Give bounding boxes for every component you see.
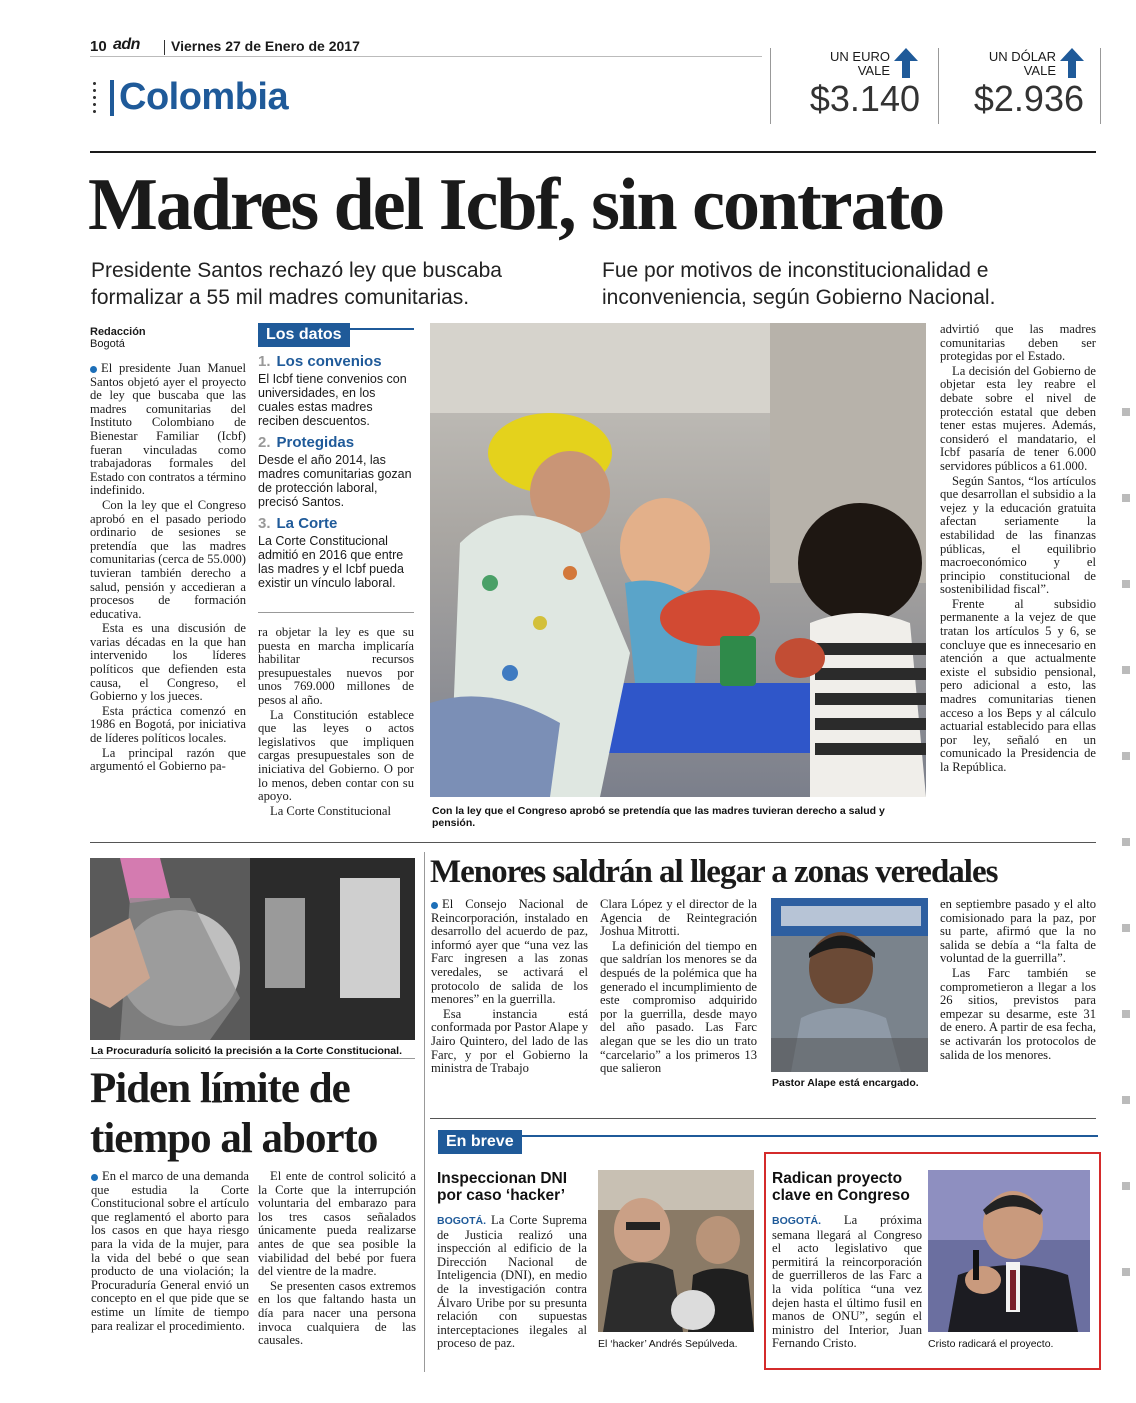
header-top-rule [90,56,762,57]
scan-edge-marks [1122,330,1130,1330]
aborto-caption-rule [90,1058,415,1059]
datos-box [258,323,414,590]
breve-headline: Inspeccionan DNI por caso ‘hacker’ [437,1170,568,1204]
main-headline: Madres del Icbf, sin contrato [88,164,944,246]
page-number: 10 [90,38,107,55]
dollar-value: $2.936 [973,78,1084,119]
section-dots [92,80,97,116]
datos-title: Los datos [258,323,350,347]
aborto-photo-caption: La Procuraduría solicitó la precisión a la Corte Constitucional. [91,1045,402,1057]
breve-caption-2: Cristo radicará el proyecto. [928,1338,1054,1350]
menores-photo [771,898,928,1072]
paragraph: En el marco de una demanda que estudia la Corte Constitucional sobre el artículo que reglamentó el aborto para los casos en que haya riesgo para la vida de la mujer, para la vida del bebé o que sean producto de una violación; la Procuraduría General envió un concepto en el que pide que se estime un límite de tiempo para realizar el procedimiento. [91,1169,249,1333]
section-rule-breve [430,1118,1096,1119]
datos-item [258,517,414,590]
paragraph: Frente al subsidio permanente a la vejez de que tratan los artículos 5 y 6, se concluye que es innecesario en atención a que actualmente existe el subsidio pensional, pero adicional a esto, las madres comunitarias tienen acceso a los Beps y al cálculo actuarial establecido para ellas por ley, señaló en un comunicado la Presidencia de la República. [940,596,1096,774]
paragraph: ra objetar la ley es que su puesta en marcha implicaría habilitar recursos presupuestales nuevos por unos 769.000 millones de pesos al año. [258,625,414,707]
pregnant-woman-illustration [90,858,415,1040]
paragraph: BOGOTÁ. La Corte Suprema de Justicia realizó una inspección al edificio de la Dirección Nacional de Inteligencia (DNI), en medio de la investigación contra Álvaro Uribe por su presunta relación con supuestas interceptaciones ilegales al proceso de paz. [437,1213,588,1351]
aborto-col-1 [91,1170,249,1334]
byline [90,326,146,350]
menores-col-3 [940,898,1096,1063]
brand-logo [113,36,140,54]
euro-label: UN EURO VALE [830,49,890,78]
aborto-photo [90,858,415,1040]
paragraph: La Constitución establece que las leyes o actos legislativos que impliquen cargas presupuestales son de iniciativa del Gobierno. O por lo menos, deben contar con su apoyo. [258,707,414,804]
bullet-icon [90,366,97,373]
main-photo [430,323,926,797]
up-arrow-icon [894,48,918,78]
hacker-portrait-illustration [598,1170,754,1332]
euro-value: $3.140 [809,78,920,119]
breve-city: BOGOTÁ. [437,1215,486,1227]
aborto-headline: Piden límite de tiempo al aborto [90,1065,378,1162]
brand-text: adn [113,36,140,53]
main-photo-caption: Con la ley que el Congreso aprobó se pretendía que las madres tuvieran derecho a salud y pensión. [432,805,885,829]
datos-item-text: La Corte Constitucional admitió en 2016 que entre las madres y el Icbf pueda existir un vínculo laboral. [258,534,404,590]
datos-num: 1. [258,353,271,370]
menores-photo-caption: Pastor Alape está encargado. [772,1077,919,1089]
breve-text [437,1214,587,1352]
deck-right: Fue por motivos de inconstitucionalidad e inconveniencia, según Gobierno Nacional. [602,259,996,309]
byline-name: Redacción [90,326,146,338]
datos-bottom-rule [258,612,414,613]
paragraph: advirtió que las madres comunitarias deben ser protegidas por el Estado. [940,322,1096,364]
datos-item-title: La Corte [276,515,338,532]
main-col-3 [940,323,1096,776]
datos-item-text: Desde el año 2014, las madres comunitarias gozan de protección laboral, precisó Santos. [258,453,412,509]
currency-divider-1 [770,48,771,124]
paragraph: Esta práctica comenzó en 1986 en Bogotá, por iniciativa de líderes políticos locales. [90,703,246,746]
main-col-1 [90,362,246,775]
bullet-icon [91,1174,98,1181]
breve-photo-2 [928,1170,1090,1332]
currency-divider-2 [938,48,939,124]
man-portrait-illustration [771,898,928,1072]
breve-text [772,1214,922,1352]
byline-city: Bogotá [90,338,125,350]
paragraph: Las Farc también se comprometieron a llegar a los 26 sitios, previstos para empezar su desarme, este 31 de enero. A partir de esa fecha, se activarán los protocolos de salida de los menores. [940,965,1096,1062]
paragraph: Según Santos, “los artículos que desarrollan el subsidio a la vejez y la educación gratuita afectan seriamente la estabilidad de las finanzas públicas, el equilibrio macroeconómico y el principio constitucional de sostenibilidad fiscal”. [940,473,1096,597]
up-arrow-icon [1060,48,1084,78]
header-divider [164,40,165,55]
paragraph: La principal razón que argumentó el Gobierno pa- [90,745,246,774]
section-title: Colombia [119,76,289,118]
paragraph: en septiembre pasado y el alto comisionado para la paz, por su parte, afirmó que la no salida se debía a “la falta de voluntad de la guerrilla”. [940,897,1096,966]
datos-item-text: El Icbf tiene convenios con universidades, en los cuales estas madres reciben descuentos. [258,372,407,428]
menores-col-2 [600,898,757,1077]
breve-headline: Radican proyecto clave en Congreso [772,1170,910,1204]
breve-photo-1 [598,1170,754,1332]
paragraph: La Corte Constitucional [270,803,392,818]
paragraph: El ente de control solicitó a la Corte que la interrupción voluntaria del embarazo para los tres casos señalados únicamente pueda realizarse antes de que sea posible la viabilidad del bebé por fuera del vientre de la madre. [258,1169,416,1279]
breve-caption-1: El ‘hacker’ Andrés Sepúlveda. [598,1338,738,1350]
paragraph: Clara López y el director de la Agencia de Reintegración Joshua Mitrotti. [600,897,757,939]
section-rule-main [90,842,1096,843]
paragraph: Con la ley que el Congreso aprobó en el pasado periodo ordinario de sesiones se pretendía que las madres comunitarias (cerca de 55.000) tuvieran también derecho a salud, pensión y accedieran a procesos de formación educativa. [90,497,246,621]
datos-item [258,436,414,509]
aborto-col-2 [258,1170,416,1349]
breve-title: En breve [438,1130,522,1154]
datos-item [258,355,414,428]
breve-title-bar [438,1130,1098,1154]
date-line: Viernes 27 de Enero de 2017 [171,38,360,54]
breve-city: BOGOTÁ. [772,1215,821,1227]
dollar-label: UN DÓLAR VALE [988,49,1056,78]
paragraph: La decisión del Gobierno de objetar esta ley reabre el debate sobre el nivel de protección estatal que deben tener estas mujeres. Además, consideró el mandatario, el Icbf pasaría de tener 6.000 servidores públicos a 61.000. [940,363,1096,473]
paragraph: Esa instancia está conformada por Pastor Alape y Jairo Quintero, del lado de las Farc, y por el Gobierno la ministra de Trabajo [431,1006,588,1076]
menores-col-1 [431,898,588,1077]
paragraph: Esta es una discusión de varias décadas en la que han intervenido los líderes políticos que defienden esta causa, el Congreso, el Gobierno y los jueces. [90,621,246,704]
datos-num: 2. [258,434,271,451]
datos-item-title: Protegidas [276,434,355,451]
vertical-rule [424,852,425,1372]
paragraph: El presidente Juan Manuel Santos objetó ayer el proyecto de ley que buscaba que las madres comunitarias del Instituto Colombiano de Bienestar Familiar (Icbf) fueran vinculadas como trabajadoras formales del Estado con contratos a término indefinido. [90,361,246,498]
paragraph: Se presenten casos extremos en los que faltando hasta un día para nacer una persona invoca cualquiera de las causales. [258,1278,416,1348]
bullet-icon [431,902,438,909]
paragraph: BOGOTÁ. La próxima semana llegará al Congreso el acto legislativo que permitirá la reincorporación de guerrilleros de las Farc a la vida política “una vez dejen hasta el último fusil en manos de ONU”, según el ministro del Interior, Juan Fernando Cristo. [772,1213,922,1351]
minister-portrait-illustration [928,1170,1090,1332]
datos-num: 3. [258,515,271,532]
section-bar [110,80,114,116]
deck-left: Presidente Santos rechazó ley que buscaba formalizar a 55 mil madres comunitarias. [91,259,502,309]
header-bottom-rule [90,151,1096,153]
main-col-2 [258,626,414,819]
paragraph: El Consejo Nacional de Reincorporación, instalado en desarrollo del acuerdo de paz, informó ayer que “una vez las Farc ingresen a las zonas veredales, se activará el protocolo de salida de los menores” en la guerrilla. [431,897,588,1007]
datos-item-title: Los convenios [276,353,382,370]
mother-child-illustration [430,323,926,797]
currency-divider-3 [1100,48,1101,124]
menores-headline: Menores saldrán al llegar a zonas veredales [430,854,998,890]
paragraph: La definición del tiempo en que saldrían los menores se da después de la polémica que ha generado el incumplimiento de este compromiso adquirido por la guerrilla, desde mayo del año pasado. Las Farc alegan que se les dio un trato “carcelario” a los primeros 13 que salieron [600,938,757,1076]
